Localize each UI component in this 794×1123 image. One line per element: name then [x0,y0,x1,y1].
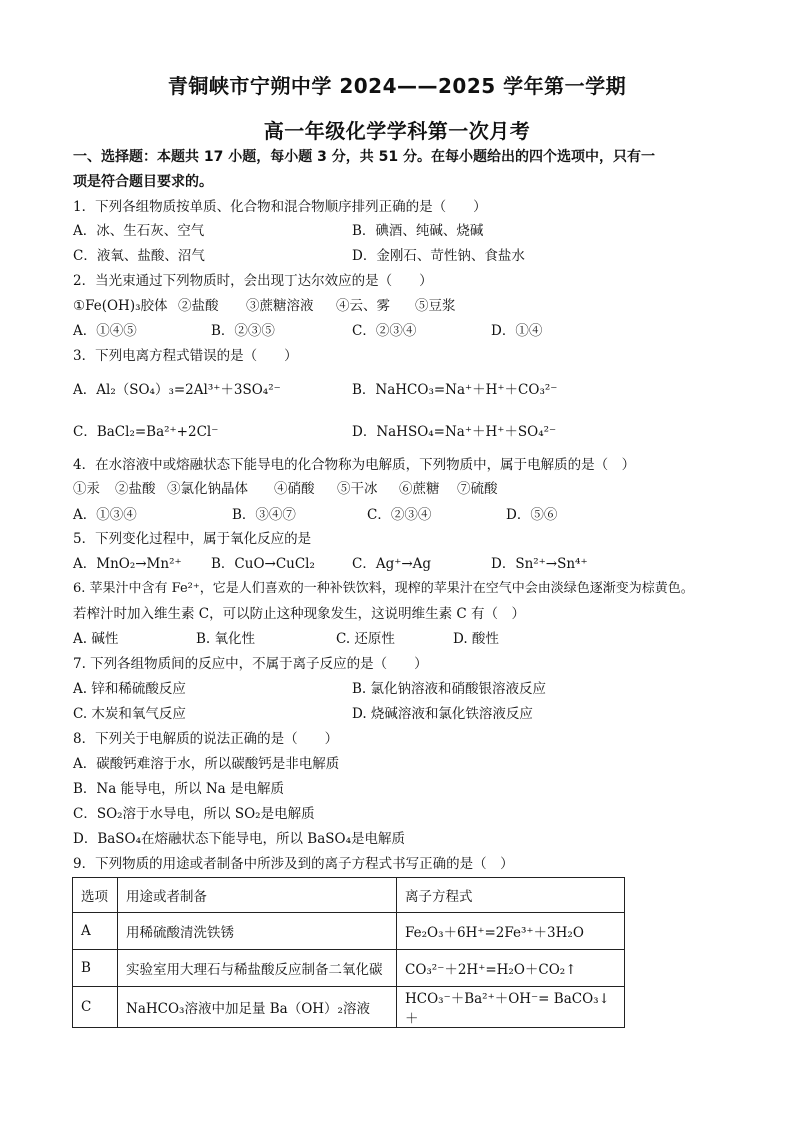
q8-option-c: C．SO₂溶于水导电，所以 SO₂是电解质 [73,806,315,822]
q4-option-d: D．⑤⑥ [506,507,558,523]
q7-option-a: A. 锌和稀硫酸反应 [73,681,186,697]
section-heading-line2: 项是符合题目要求的。 [73,174,213,190]
q9-stem: 9．下列物质的用途或者制备中所涉及到的离子方程式书写正确的是（ ） [73,856,514,872]
exam-title-subject: 高一年级化学学科第一次月考 [263,119,531,143]
q2-item: ②盐酸 [178,298,219,314]
table-row [73,987,625,1028]
table-cell: C [73,987,118,1028]
q2-stem: 2．当光束通过下列物质时，会出现丁达尔效应的是（ ） [73,273,433,289]
q5-stem: 5．下列变化过程中，属于氧化反应的是 [73,531,312,547]
table-header-cell: 选项 [73,878,118,913]
q2-option-b: B．②③⑤ [211,323,275,339]
q4-item: ③氯化钠晶体 [167,481,248,497]
table-row [73,950,625,987]
q6-stem-line1: 6. 苹果汁中含有 Fe²⁺，它是人们喜欢的一种补铁饮料，现榨的苹果汁在空气中会由淡绿色逐渐变为棕黄色。 [73,581,694,596]
q4-option-a: A．①③④ [73,507,137,523]
q4-item: ⑥蔗糖 [399,481,440,497]
q4-item: ④硝酸 [274,481,315,497]
table-row [73,913,625,950]
q2-item: ④云、雾 [336,298,390,314]
q1-stem: 1．下列各组物质按单质、化合物和混合物顺序排列正确的是（ ） [73,199,487,215]
q2-item: ⑤豆浆 [415,298,456,314]
q7-option-b: B. 氯化钠溶液和硝酸银溶液反应 [352,681,547,697]
q5-option-d: D．Sn²⁺→Sn⁴⁺ [491,556,588,572]
table-cell: B [73,950,118,987]
q3-option-c: C．BaCl₂=Ba²⁺+2Cl⁻ [73,424,219,440]
q4-item: ②盐酸 [115,481,156,497]
q9-table [72,877,625,1028]
q5-option-c: C．Ag⁺→Ag [352,556,432,572]
q6-stem-line2: 若榨汁时加入维生素 C，可以防止这种现象发生，这说明维生素 C 有（ ） [73,606,526,622]
table-cell: Fe₂O₃＋6H⁺=2Fe³⁺＋3H₂O [397,913,625,950]
q5-option-b: B．CuO→CuCl₂ [211,556,315,572]
q8-stem: 8．下列关于电解质的说法正确的是（ ） [73,731,339,747]
q3-option-d: D．NaHSO₄=Na⁺＋H⁺＋SO₄²⁻ [352,424,557,440]
q8-option-b: B．Na 能导电，所以 Na 是电解质 [73,781,285,797]
section-heading-line1: 一、选择题：本题共 17 小题，每小题 3 分，共 51 分。在每小题给出的四个选项中，只有一 [73,149,655,165]
q4-stem: 4．在水溶液中或熔融状态下能导电的化合物称为电解质，下列物质中，属于电解质的是（ ） [73,457,636,473]
q1-option-a: A．冰、生石灰、空气 [73,223,205,239]
q5-option-a: A．MnO₂→Mn²⁺ [73,556,182,572]
q6-option-d: D. 酸性 [453,631,499,647]
q2-option-a: A．①④⑤ [73,323,137,339]
q8-option-a: A．碳酸钙难溶于水，所以碳酸钙是非电解质 [73,756,340,772]
q4-option-b: B．③④⑦ [232,507,296,523]
exam-title-school: 青铜峡市宁朔中学 2024——2025 学年第一学期 [167,74,627,98]
table-cell: NaHCO₃溶液中加足量 Ba（OH）₂溶液 [118,987,397,1028]
table-cell: 实验室用大理石与稀盐酸反应制备二氧化碳 [118,950,397,987]
q7-option-d: D. 烧碱溶液和氯化铁溶液反应 [352,706,533,722]
q3-option-b: B．NaHCO₃=Na⁺＋H⁺＋CO₃²⁻ [352,382,558,398]
q1-option-b: B．碘酒、纯碱、烧碱 [352,223,484,239]
q2-item: ①Fe(OH)₃胶体 [73,298,168,314]
q7-option-c: C. 木炭和氧气反应 [73,706,186,722]
table-header-row [73,878,625,913]
table-cell: CO₃²⁻＋2H⁺=H₂O＋CO₂↑ [397,950,625,987]
q7-stem: 7. 下列各组物质间的反应中，不属于离子反应的是（ ） [73,656,428,672]
q6-option-a: A. 碱性 [73,631,119,647]
q6-option-b: B. 氧化性 [196,631,256,647]
q4-item: ⑦硫酸 [457,481,498,497]
table-header-cell: 用途或者制备 [118,878,397,913]
q1-option-d: D．金刚石、苛性钠、食盐水 [352,248,525,264]
q3-stem: 3．下列电离方程式错误的是（ ） [73,348,298,364]
table-cell: 用稀硫酸清洗铁锈 [118,913,397,950]
q4-option-c: C．②③④ [367,507,432,523]
table-cell: HCO₃⁻＋Ba²⁺＋OH⁻= BaCO₃↓＋ [397,987,625,1028]
q2-option-d: D．①④ [491,323,543,339]
q2-option-c: C．②③④ [352,323,417,339]
q2-item: ③蔗糖溶液 [246,298,314,314]
q4-item: ⑤干冰 [337,481,378,497]
q3-option-a: A．Al₂（SO₄）₃=2Al³⁺＋3SO₄²⁻ [73,382,281,398]
table-header-cell: 离子方程式 [397,878,625,913]
q8-option-d: D．BaSO₄在熔融状态下能导电，所以 BaSO₄是电解质 [73,831,406,847]
q6-option-c: C. 还原性 [336,631,395,647]
table-cell: A [73,913,118,950]
q4-item: ①汞 [73,481,100,497]
q1-option-c: C．液氧、盐酸、沼气 [73,248,205,264]
